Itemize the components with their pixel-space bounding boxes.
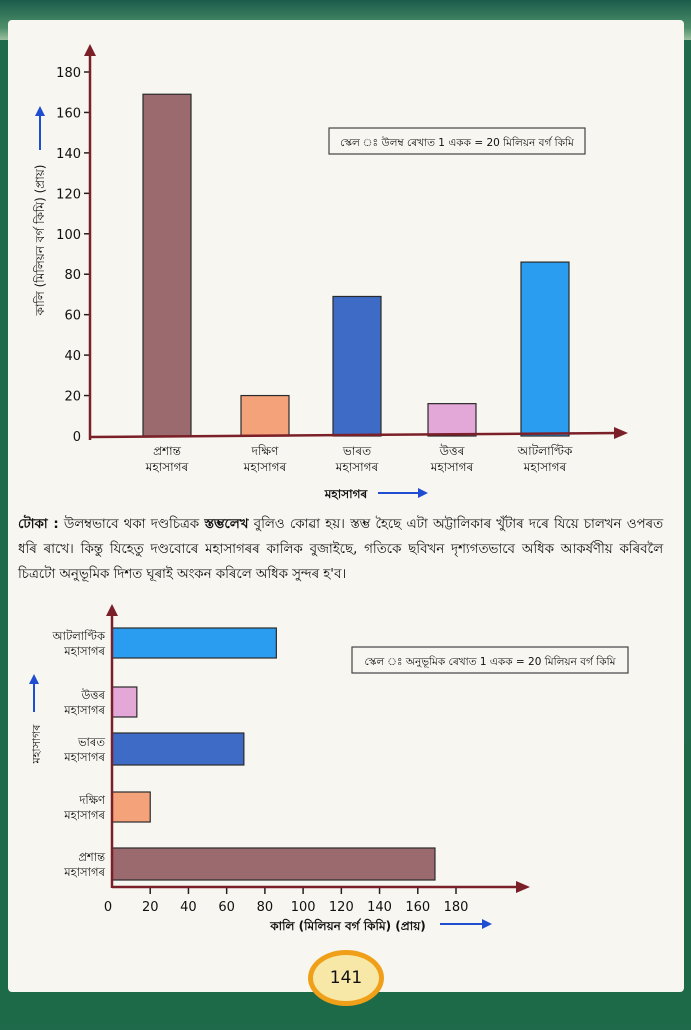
category-label: ভাৰত bbox=[77, 735, 105, 749]
page-number-badge bbox=[308, 950, 384, 1006]
bar bbox=[112, 792, 150, 822]
note-text-2: বুলিও কোৱা হয়। স্তম্ভ হৈছে এটা অট্টালিকাৰ খুঁটাৰ দৰে যিয়ে চালখন ওপৰত ধৰি ৰাখে। কিন্তু যিহেতু দণ্ডবোৰে মহাসাগৰৰ কালিক বুজাইছে, গতিকে ছবিখন দৃশ্যগতভাবে অধিক আকৰ্ষণীয় কৰিবলৈ চিত্ৰটো অনুভূমিক দিশত ঘূৰাই অংকন কৰিলে অধিক সুন্দৰ হ'ব। bbox=[18, 517, 663, 582]
bar bbox=[112, 733, 244, 765]
category-label: মহাসাগৰ bbox=[430, 460, 474, 474]
y-axis-direction-arrowhead bbox=[29, 674, 39, 684]
y-tick-label: 120 bbox=[56, 187, 81, 203]
y-axis-label: কালি (মিলিয়ন বৰ্গ কিমি) (প্ৰায়) bbox=[33, 164, 47, 316]
category-label: মহাসাগৰ bbox=[64, 865, 105, 879]
bar bbox=[112, 848, 435, 880]
page-number: 141 bbox=[329, 968, 363, 988]
y-axis-direction-arrowhead bbox=[35, 106, 45, 116]
x-tick-label: 40 bbox=[180, 900, 197, 915]
note-label: টোকা : bbox=[18, 517, 59, 532]
category-label: মহাসাগৰ bbox=[523, 460, 567, 474]
x-axis-arrowhead bbox=[516, 881, 530, 893]
category-label: প্ৰশান্ত bbox=[153, 444, 181, 458]
x-tick-label: 80 bbox=[256, 900, 274, 915]
bar bbox=[143, 94, 191, 436]
bar bbox=[428, 404, 476, 436]
x-tick-label: 160 bbox=[405, 900, 431, 915]
x-axis-label: কালি (মিলিয়ন বৰ্গ কিমি) (প্ৰায়) bbox=[270, 919, 426, 933]
category-label: মহাসাগৰ bbox=[335, 460, 379, 474]
category-label: ভাৰত bbox=[342, 444, 372, 458]
scale-note-text: স্কেল ঃ উলম্ব ৰেখাত 1 একক = 20 মিলিয়ন বৰ্গ কিমি bbox=[340, 137, 574, 149]
category-label: মহাসাগৰ bbox=[145, 460, 189, 474]
x-tick-label: 140 bbox=[367, 900, 392, 915]
note-paragraph bbox=[18, 512, 663, 587]
y-tick-label: 180 bbox=[56, 66, 81, 81]
scale-note-text: স্কেল ঃ অনুভূমিক ৰেখাত 1 একক = 20 মিলিয়ন বৰ্গ কিমি bbox=[364, 656, 616, 668]
category-label: মহাসাগৰ bbox=[64, 808, 105, 822]
x-tick-label: 180 bbox=[443, 900, 469, 915]
x-tick-label: 100 bbox=[290, 900, 316, 915]
category-label: মহাসাগৰ bbox=[243, 460, 287, 474]
y-axis-label: মহাসাগৰ bbox=[30, 724, 43, 764]
x-axis-direction-arrowhead bbox=[418, 488, 428, 498]
y-tick-label: 100 bbox=[56, 227, 81, 243]
bar bbox=[333, 296, 381, 436]
note-text-1: উলম্বভাবে থকা দণ্ডচিত্ৰক bbox=[58, 517, 205, 532]
category-label: উত্তৰ bbox=[439, 444, 465, 458]
vertical-bar-chart bbox=[0, 0, 691, 505]
y-axis-arrowhead bbox=[106, 604, 118, 616]
y-axis-arrowhead bbox=[84, 44, 96, 56]
category-label: দক্ষিণ bbox=[251, 444, 279, 458]
category-label: মহাসাগৰ bbox=[64, 703, 105, 717]
scale-note-box bbox=[329, 128, 585, 154]
y-tick-label: 60 bbox=[64, 308, 81, 324]
scale-note-box bbox=[352, 647, 628, 673]
x-axis-arrowhead bbox=[614, 427, 628, 439]
y-tick-label: 80 bbox=[64, 268, 81, 284]
category-label: আটলাণ্টিক bbox=[517, 444, 573, 458]
bar bbox=[112, 628, 276, 658]
bar bbox=[112, 687, 137, 717]
y-tick-label: 40 bbox=[64, 349, 81, 365]
x-tick-label: 0 bbox=[103, 900, 113, 915]
x-tick-label: 60 bbox=[218, 900, 235, 915]
bar bbox=[521, 262, 569, 436]
category-label: দক্ষিণ bbox=[79, 793, 105, 807]
bar bbox=[241, 396, 289, 436]
category-label: আটলাণ্টিক bbox=[52, 629, 105, 643]
category-label: মহাসাগৰ bbox=[64, 750, 105, 764]
category-label: উত্তৰ bbox=[81, 688, 105, 702]
x-tick-label: 120 bbox=[328, 900, 354, 915]
y-tick-label: 160 bbox=[56, 106, 81, 122]
y-tick-label: 140 bbox=[56, 146, 81, 162]
x-tick-label: 20 bbox=[141, 900, 159, 915]
x-axis-label: মহাসাগৰ bbox=[324, 487, 368, 501]
category-label: মহাসাগৰ bbox=[64, 644, 105, 658]
y-tick-label: 0 bbox=[72, 430, 81, 445]
x-axis-direction-arrowhead bbox=[482, 919, 492, 929]
category-label: প্ৰশান্ত bbox=[78, 850, 105, 864]
note-bold-term: স্তম্ভলেখ bbox=[204, 517, 249, 532]
y-tick-label: 20 bbox=[64, 389, 81, 405]
